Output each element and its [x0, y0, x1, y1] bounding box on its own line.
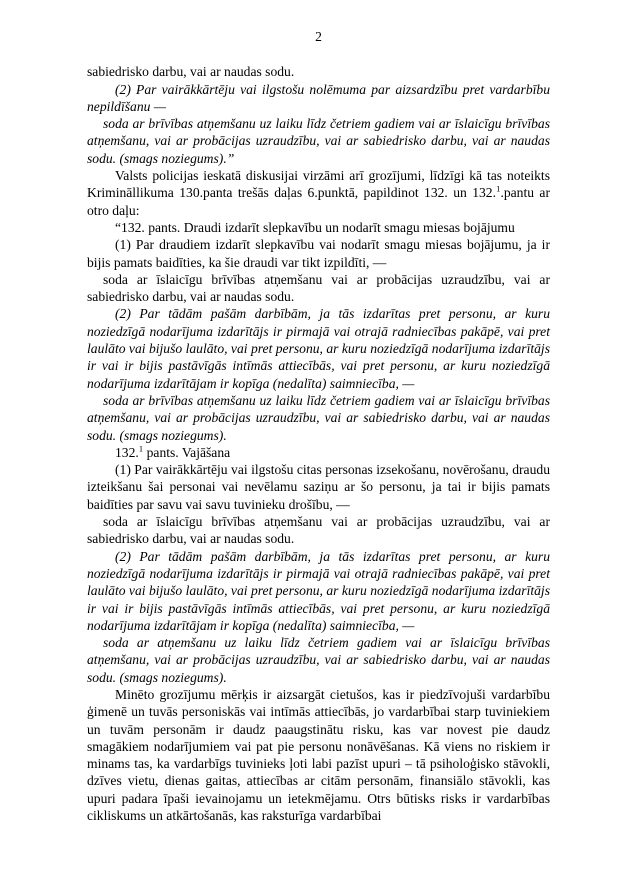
paragraph-text: soda ar īslaicīgu brīvības atņemšanu vai ar probācijas uzraudzību, vai ar sabiedrisko darbu, vai ar naudas sodu. — [87, 514, 550, 547]
paragraph-text: sabiedrisko darbu, vai ar naudas sodu. — [87, 64, 295, 80]
paragraph-text: Minēto grozījumu mērķis ir aizsargāt cietušos, kas ir piedzīvojuši vardarbību ģimenē un tuvās personiskās vai intīmās attiecībās, jo vardarbībai starp tuviniekiem un tuvām personām ir daudz paaugstinātu risku, kas var novest pie daudz smagākiem nodarījumiem vai pat pie personu nonāvēšanas. Kā viens no riskiem ir minams tas, ka vardarbīgs tuvinieks ļoti labi pazīst upuri – tā psiholoģisko stāvokli, dzīves vietu, dienas gaitas, attiecības ar citām personām, finansiālo stāvokli, kas upuri padara īpaši ievainojamu un ietekmējamu. Otrs būtisks risks ir vardarbības cikliskums un atkārtošanās, kas raksturīga vardarbībai — [87, 686, 550, 824]
paragraph — [87, 392, 550, 444]
paragraph-text: soda ar brīvības atņemšanu uz laiku līdz četriem gadiem vai ar īslaicīgu brīvības atņemšanu, vai ar probācijas uzraudzību, vai ar sabiedrisko darbu, vai ar naudas sodu. (smags noziegums). — [87, 392, 550, 443]
paragraph-text: (1) Par vairākkārtēju vai ilgstošu citas personas izsekošanu, novērošanu, draudu izteikšanu šai personai vai nevēlamu saziņu ar šo personu, ja tai ir bijis pamats baidīties par savu vai savu tuvinieku drošību, — — [87, 462, 550, 512]
page-number: 2 — [315, 29, 322, 44]
superscript-text: 1 — [138, 443, 144, 454]
paragraph-text: (2) Par tādām pašām darbībām, ja tās izdarītas pret personu, ar kuru noziedzīgā nodarījuma izdarītājs ir pirmajā vai otrajā radniecības pakāpē, vai pret laulāto vai bijušo laulāto, vai pret personu, ar kuru noziedzīgā nodarījuma izdarītājs ir vai ir bijis pastāvīgās intīmās attiecībās, vai pret personu, ar kuru noziedzīgā nodarījuma izdarītājam ir kopīga (nedalīta) saimniecība, — — [87, 306, 550, 391]
paragraph-text: soda ar īslaicīgu brīvības atņemšanu vai ar probācijas uzraudzību, vai ar sabiedrisko darbu, vai ar naudas sodu. — [87, 271, 550, 305]
paragraph — [87, 219, 550, 236]
document-body — [87, 63, 550, 824]
paragraph-text: “132. pants. Draudi izdarīt slepkavību un nodarīt smagu miesas bojājumu — [115, 219, 515, 235]
paragraph-text: .pantu ar otro daļu: — [87, 185, 550, 218]
paragraph-text: soda ar atņemšanu uz laiku līdz četriem gadiem vai ar īslaicīgu brīvības atņemšanu, vai ar probācijas uzraudzību, vai ar sabiedrisko darbu, vai ar naudas sodu. (smags noziegums). — [87, 635, 550, 685]
paragraph — [87, 634, 550, 686]
paragraph — [87, 167, 550, 219]
paragraph — [87, 444, 550, 461]
paragraph — [87, 271, 550, 306]
paragraph-text: soda ar brīvības atņemšanu uz laiku līdz četriem gadiem vai ar īslaicīgu brīvības atņemšanu, vai ar probācijas uzraudzību, vai ar sabiedrisko darbu, vai ar naudas sodu. (smags noziegums).” — [87, 116, 550, 166]
superscript-text: 1 — [496, 183, 501, 194]
paragraph-text: Valsts policijas ieskatā diskusijai virzāmi arī grozījumi, līdzīgi kā tas noteikts Krimināllikuma 130.panta trešās daļas 6.punktā, papildinot 132. un 132. — [87, 168, 550, 201]
paragraph-text: 132. — [115, 444, 139, 460]
paragraph — [87, 115, 550, 167]
paragraph — [87, 81, 550, 116]
paragraph — [87, 513, 550, 548]
paragraph — [87, 236, 550, 271]
paragraph — [87, 548, 550, 634]
paragraph-text: (2) Par tādām pašām darbībām, ja tās izdarītas pret personu, ar kuru noziedzīgā nodarījuma izdarītājs ir pirmajā vai otrajā radniecības pakāpē, vai pret laulāto vai bijušo laulāto, vai pret personu, ar kuru noziedzīgā nodarījuma izdarītājs ir vai ir bijis pastāvīgās intīmās attiecībās, vai pret personu, ar kuru noziedzīgā nodarījuma izdarītājam ir kopīga (nedalīta) saimniecība, — — [87, 548, 550, 633]
paragraph-text: pants. Vajāšana — [143, 444, 231, 460]
paragraph — [87, 305, 550, 391]
paragraph-text: (1) Par draudiem izdarīt slepkavību vai nodarīt smagu miesas bojājumu, ja ir bijis pamats baidīties, ka šie draudi var tikt izpildīti, — — [87, 237, 550, 270]
paragraph-text: (2) Par vairākkārtēju vai ilgstošu nolēmuma par aizsardzību pret vardarbību nepildīšanu — — [87, 81, 550, 114]
paragraph — [87, 461, 550, 513]
paragraph — [87, 686, 550, 824]
paragraph — [87, 63, 550, 80]
